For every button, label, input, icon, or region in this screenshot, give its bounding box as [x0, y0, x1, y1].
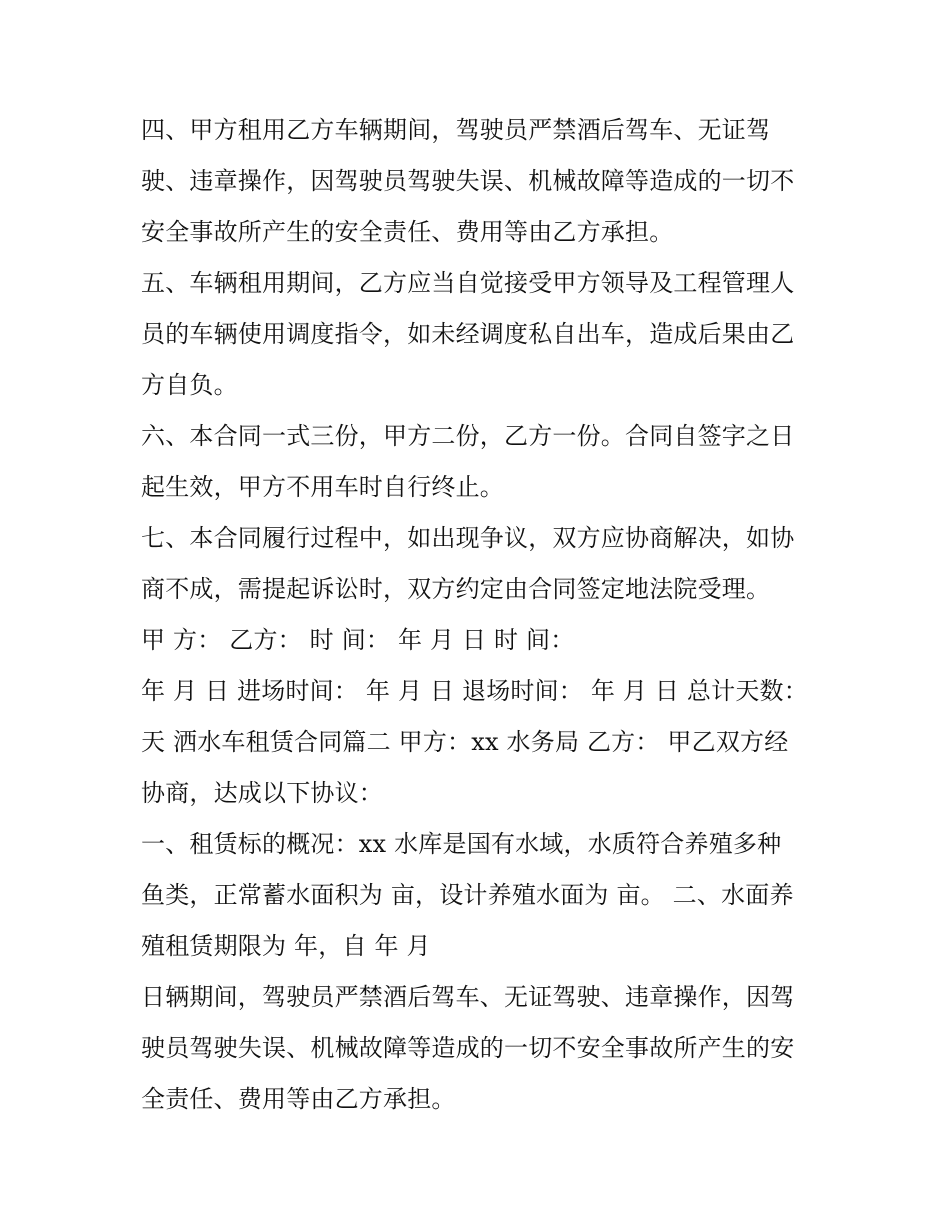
- text-line: 甲 方： 乙方： 时 间： 年 月 日 时 间：: [141, 626, 575, 654]
- text-line: 方自负。: [141, 371, 238, 399]
- text-line: 协商，达成以下协议：: [141, 779, 383, 807]
- text-line: 日辆期间，驾驶员严禁酒后驾车、无证驾驶、违章操作，因驾: [141, 983, 795, 1011]
- text-line: 一、租赁标的概况：xx 水库是国有水域，水质符合养殖多种: [141, 830, 782, 858]
- document-body: [141, 105, 821, 1125]
- text-line: 五、车辆租用期间，乙方应当自觉接受甲方领导及工程管理人: [141, 269, 795, 297]
- text-line: 年 月 日 进场时间： 年 月 日 退场时间： 年 月 日 总计天数：: [141, 677, 808, 705]
- text-line: 七、本合同履行过程中，如出现争议，双方应协商解决，如协: [141, 524, 795, 552]
- text-line: 全责任、费用等由乙方承担。: [141, 1085, 456, 1113]
- text-line: 员的车辆使用调度指令，如未经调度私自出车，造成后果由乙: [141, 320, 795, 348]
- text-line: 商不成，需提起诉讼时，双方约定由合同签定地法院受理。: [141, 575, 771, 603]
- text-line: 驶员驾驶失误、机械故障等造成的一切不安全事故所产生的安: [141, 1034, 795, 1062]
- text-line: 天 洒水车租赁合同篇二 甲方：xx 水务局 乙方： 甲乙双方经: [141, 728, 789, 756]
- text-line: 殖租赁期限为 年，自 年 月: [141, 932, 431, 960]
- text-line: 驶、违章操作，因驾驶员驾驶失误、机械故障等造成的一切不: [141, 167, 795, 195]
- text-line: 安全事故所产生的安全责任、费用等由乙方承担。: [141, 218, 674, 246]
- text-line: 六、本合同一式三份，甲方二份，乙方一份。合同自签字之日: [141, 422, 795, 450]
- text-line: 起生效，甲方不用车时自行终止。: [141, 473, 504, 501]
- text-line: 四、甲方租用乙方车辆期间，驾驶员严禁酒后驾车、无证驾: [141, 116, 771, 144]
- text-line: 鱼类，正常蓄水面积为 亩，设计养殖水面为 亩。 二、水面养: [141, 881, 794, 909]
